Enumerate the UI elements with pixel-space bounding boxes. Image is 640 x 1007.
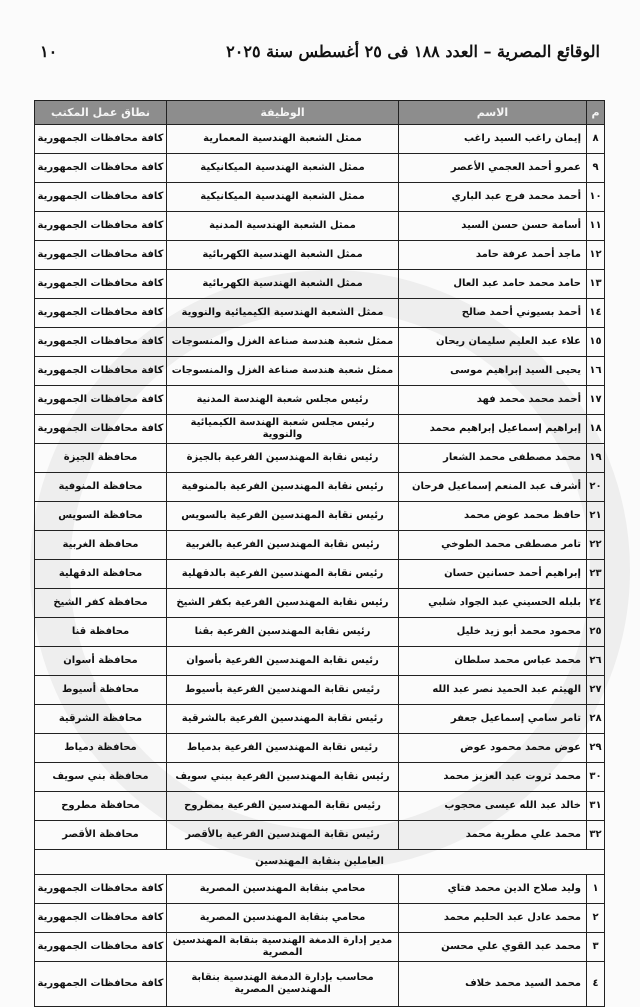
row-scope: محافظة المنوفية — [35, 473, 167, 502]
row-job: رئيس نقابة المهندسين الفرعية بمطروح — [167, 792, 399, 821]
row-job: رئيس نقابة المهندسين الفرعية ببني سويف — [167, 763, 399, 792]
row-job: ممثل الشعبة الهندسية الميكانيكية — [167, 183, 399, 212]
row-job: ممثل الشعبة الهندسية الكيميائية والنووية — [167, 299, 399, 328]
row-name: أحمد محمد محمد فهد — [399, 386, 587, 415]
row-name: علاء عبد العليم سليمان ريحان — [399, 328, 587, 357]
table-row — [35, 904, 605, 933]
row-job: رئيس نقابة المهندسين الفرعية بأسوان — [167, 647, 399, 676]
row-name: الهيثم عبد الحميد نصر عبد الله — [399, 676, 587, 705]
row-name: إبراهيم أحمد حسانين حسان — [399, 560, 587, 589]
row-name: محمد السيد محمد خلاف — [399, 962, 587, 1007]
row-scope: كافة محافظات الجمهورية — [35, 183, 167, 212]
row-job: ممثل الشعبة الهندسية الكهربائية — [167, 270, 399, 299]
row-name: تامر سامي إسماعيل جعفر — [399, 705, 587, 734]
row-num: ١٥ — [587, 328, 605, 357]
row-scope: كافة محافظات الجمهورية — [35, 328, 167, 357]
row-scope: محافظة الغربية — [35, 531, 167, 560]
row-scope: كافة محافظات الجمهورية — [35, 125, 167, 154]
row-num: ٣٢ — [587, 821, 605, 850]
table-row — [35, 589, 605, 618]
row-scope: محافظة أسيوط — [35, 676, 167, 705]
row-scope: محافظة السويس — [35, 502, 167, 531]
table-row — [35, 270, 605, 299]
row-name: محمد عبد القوي علي محسن — [399, 933, 587, 962]
table-row — [35, 183, 605, 212]
table-row — [35, 241, 605, 270]
table-row — [35, 647, 605, 676]
row-scope: كافة محافظات الجمهورية — [35, 962, 167, 1007]
row-num: ١٩ — [587, 444, 605, 473]
table-row — [35, 875, 605, 904]
section-title: العاملين بنقابة المهندسين — [35, 850, 605, 875]
row-scope: محافظة دمياط — [35, 734, 167, 763]
table-row — [35, 444, 605, 473]
row-job: رئيس نقابة المهندسين الفرعية بالمنوفية — [167, 473, 399, 502]
row-scope: كافة محافظات الجمهورية — [35, 154, 167, 183]
page-title: الوقائع المصرية – العدد ١٨٨ فى ٢٥ أغسطس سنة ٢٠٢٥ — [226, 41, 600, 61]
row-num: ١١ — [587, 212, 605, 241]
table-body — [35, 125, 605, 850]
row-job: رئيس نقابة المهندسين الفرعية بدمياط — [167, 734, 399, 763]
row-num: ٢ — [587, 904, 605, 933]
table-row — [35, 357, 605, 386]
table-row — [35, 792, 605, 821]
page-number: ١٠ — [40, 41, 58, 61]
row-job: ممثل الشعبة الهندسية المدنية — [167, 212, 399, 241]
row-job: رئيس نقابة المهندسين الفرعية بالشرقية — [167, 705, 399, 734]
table-row — [35, 328, 605, 357]
row-num: ٢٧ — [587, 676, 605, 705]
row-name: حامد محمد حامد عبد العال — [399, 270, 587, 299]
row-job: مدير إدارة الدمغة الهندسية بنقابة المهندسين المصرية — [167, 933, 399, 962]
row-scope: محافظة بني سويف — [35, 763, 167, 792]
row-num: ٨ — [587, 125, 605, 154]
row-name: أحمد محمد فرج عبد الباري — [399, 183, 587, 212]
row-job: محامي بنقابة المهندسين المصرية — [167, 875, 399, 904]
row-scope: محافظة الأقصر — [35, 821, 167, 850]
row-name: أشرف عبد المنعم إسماعيل فرحان — [399, 473, 587, 502]
row-name: إبراهيم إسماعيل إبراهيم محمد — [399, 415, 587, 444]
row-num: ٤ — [587, 962, 605, 1007]
page-header — [40, 38, 600, 64]
table-row — [35, 705, 605, 734]
row-job: ممثل شعبة هندسة صناعة الغزل والمنسوجات — [167, 357, 399, 386]
row-scope: محافظة أسوان — [35, 647, 167, 676]
row-name: محمد ثروت عبد العزيز محمد — [399, 763, 587, 792]
row-num: ١٠ — [587, 183, 605, 212]
row-job: رئيس نقابة المهندسين الفرعية بالغربية — [167, 531, 399, 560]
row-name: ماجد أحمد عرفة حامد — [399, 241, 587, 270]
row-num: ١٣ — [587, 270, 605, 299]
row-num: ١٤ — [587, 299, 605, 328]
table-row — [35, 962, 605, 1007]
row-job: ممثل الشعبة الهندسية الكهربائية — [167, 241, 399, 270]
row-name: محمد مصطفى محمد الشعار — [399, 444, 587, 473]
table-row — [35, 821, 605, 850]
row-scope: كافة محافظات الجمهورية — [35, 415, 167, 444]
table-row — [35, 299, 605, 328]
row-num: ٩ — [587, 154, 605, 183]
row-name: محمد عادل عبد الحليم محمد — [399, 904, 587, 933]
row-name: عمرو أحمد العجمي الأعصر — [399, 154, 587, 183]
row-num: ٢٣ — [587, 560, 605, 589]
row-scope: كافة محافظات الجمهورية — [35, 386, 167, 415]
row-num: ١٢ — [587, 241, 605, 270]
table-row — [35, 415, 605, 444]
row-name: حافظ محمد عوض محمد — [399, 502, 587, 531]
row-num: ٢٥ — [587, 618, 605, 647]
row-num: ١٧ — [587, 386, 605, 415]
table-row — [35, 502, 605, 531]
row-num: ٣ — [587, 933, 605, 962]
row-job: رئيس نقابة المهندسين الفرعية بأسيوط — [167, 676, 399, 705]
row-name: محمود محمد أبو زيد خليل — [399, 618, 587, 647]
row-name: محمد عباس محمد سلطان — [399, 647, 587, 676]
table-row — [35, 676, 605, 705]
row-num: ١٦ — [587, 357, 605, 386]
row-name: تامر مصطفى محمد الطوخي — [399, 531, 587, 560]
row-num: ٢٦ — [587, 647, 605, 676]
table-row — [35, 154, 605, 183]
table-row — [35, 473, 605, 502]
table-row — [35, 531, 605, 560]
row-job: محاسب بإدارة الدمغة الهندسية بنقابة المهندسين المصرية — [167, 962, 399, 1007]
row-job: رئيس نقابة المهندسين الفرعية بالسويس — [167, 502, 399, 531]
table-row — [35, 933, 605, 962]
row-job: رئيس مجلس شعبة الهندسة المدنية — [167, 386, 399, 415]
header-scope: نطاق عمل المكتب — [35, 101, 167, 125]
row-scope: محافظة كفر الشيخ — [35, 589, 167, 618]
header-name: الاسم — [399, 101, 587, 125]
row-name: عوض محمد محمود عوض — [399, 734, 587, 763]
row-scope: كافة محافظات الجمهورية — [35, 270, 167, 299]
row-num: ٢٠ — [587, 473, 605, 502]
row-name: محمد علي مطرية محمد — [399, 821, 587, 850]
table-row — [35, 763, 605, 792]
row-num: ٣١ — [587, 792, 605, 821]
row-scope: كافة محافظات الجمهورية — [35, 904, 167, 933]
row-name: أحمد بسيوني أحمد صالح — [399, 299, 587, 328]
row-num: ٢٩ — [587, 734, 605, 763]
row-scope: محافظة قنا — [35, 618, 167, 647]
row-job: ممثل الشعبة الهندسية الميكانيكية — [167, 154, 399, 183]
row-scope: كافة محافظات الجمهورية — [35, 357, 167, 386]
row-job: رئيس نقابة المهندسين الفرعية بالدقهلية — [167, 560, 399, 589]
row-job: ممثل شعبة هندسة صناعة الغزل والمنسوجات — [167, 328, 399, 357]
table-row — [35, 560, 605, 589]
row-num: ٢٨ — [587, 705, 605, 734]
row-name: خالد عبد الله عيسى محجوب — [399, 792, 587, 821]
row-job: ممثل الشعبة الهندسية المعمارية — [167, 125, 399, 154]
header-num: م — [587, 101, 605, 125]
row-job: رئيس نقابة المهندسين الفرعية بكفر الشيخ — [167, 589, 399, 618]
row-name: أسامة حسن حسن السيد — [399, 212, 587, 241]
header-job: الوظيفة — [167, 101, 399, 125]
table-row — [35, 386, 605, 415]
row-job: رئيس مجلس شعبة الهندسة الكيميائية والنووية — [167, 415, 399, 444]
row-scope: كافة محافظات الجمهورية — [35, 212, 167, 241]
row-job: رئيس نقابة المهندسين الفرعية بالجيزة — [167, 444, 399, 473]
row-num: ٣٠ — [587, 763, 605, 792]
row-name: بلبله الحسيني عبد الجواد شلبي — [399, 589, 587, 618]
row-job: رئيس نقابة المهندسين الفرعية بالأقصر — [167, 821, 399, 850]
row-scope: محافظة الجيزة — [35, 444, 167, 473]
table-row — [35, 618, 605, 647]
row-job: محامي بنقابة المهندسين المصرية — [167, 904, 399, 933]
row-name: إيمان راغب السيد راغب — [399, 125, 587, 154]
row-num: ١ — [587, 875, 605, 904]
table-row — [35, 734, 605, 763]
table-container — [34, 100, 604, 1007]
row-num: ٢٢ — [587, 531, 605, 560]
staff-table-body — [35, 875, 605, 1007]
row-job: رئيس نقابة المهندسين الفرعية بقنا — [167, 618, 399, 647]
row-name: يحيى السيد إبراهيم موسى — [399, 357, 587, 386]
row-name: وليد صلاح الدين محمد فتاي — [399, 875, 587, 904]
row-scope: محافظة مطروح — [35, 792, 167, 821]
row-scope: كافة محافظات الجمهورية — [35, 299, 167, 328]
row-num: ١٨ — [587, 415, 605, 444]
section-body — [35, 850, 605, 875]
row-scope: كافة محافظات الجمهورية — [35, 241, 167, 270]
members-table — [34, 100, 605, 1007]
row-scope: كافة محافظات الجمهورية — [35, 933, 167, 962]
row-scope: محافظة الدقهلية — [35, 560, 167, 589]
table-header-row — [35, 101, 605, 125]
section-row — [35, 850, 605, 875]
row-scope: محافظة الشرقية — [35, 705, 167, 734]
table-row — [35, 212, 605, 241]
row-num: ٢٤ — [587, 589, 605, 618]
table-row — [35, 125, 605, 154]
row-scope: كافة محافظات الجمهورية — [35, 875, 167, 904]
row-num: ٢١ — [587, 502, 605, 531]
